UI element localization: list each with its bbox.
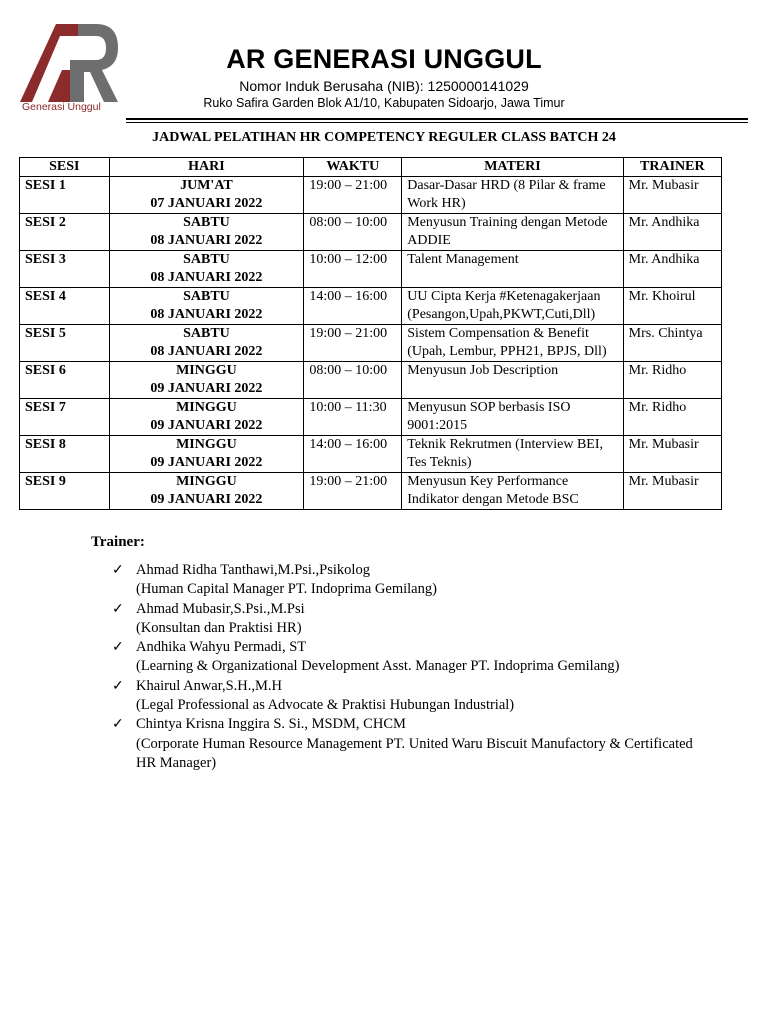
table-row	[20, 473, 722, 510]
cell-trainer: Mr. Mubasir	[623, 177, 721, 214]
cell-day: JUM'AT	[180, 178, 233, 193]
trainer-item	[112, 677, 712, 716]
trainer-description: (Corporate Human Resource Management PT. United Waru Biscuit Manufactory & Certificated HR Manager)	[136, 735, 693, 771]
trainer-name: Ahmad Ridha Tanthawi,M.Psi.,Psikolog	[136, 562, 370, 578]
cell-day: SABTU	[183, 252, 230, 267]
cell-trainer: Mr. Ridho	[623, 399, 721, 436]
table-row	[20, 251, 722, 288]
trainer-description: (Human Capital Manager PT. Indoprima Gemilang)	[136, 581, 437, 598]
cell-waktu: 19:00 – 21:00	[304, 177, 402, 214]
trainer-description: (Legal Professional as Advocate & Praktisi Hubungan Industrial)	[136, 697, 515, 714]
table-row	[20, 436, 722, 473]
table-row	[20, 214, 722, 251]
cell-hari	[109, 177, 304, 214]
cell-hari	[109, 362, 304, 399]
cell-hari	[109, 399, 304, 436]
trainer-name: Khairul Anwar,S.H.,M.H	[136, 677, 283, 694]
cell-hari	[109, 214, 304, 251]
header-divider-thin	[126, 122, 748, 123]
table-header-row	[20, 158, 722, 177]
cell-waktu: 08:00 – 10:00	[304, 362, 402, 399]
cell-materi: Menyusun SOP berbasis ISO 9001:2015	[402, 399, 623, 436]
cell-waktu: 14:00 – 16:00	[304, 288, 402, 325]
header-materi: MATERI	[402, 158, 623, 177]
cell-materi: Talent Management	[402, 251, 623, 288]
cell-waktu: 10:00 – 12:00	[304, 251, 402, 288]
cell-hari	[109, 288, 304, 325]
cell-materi: Sistem Compensation & Benefit (Upah, Lembur, PPH21, BPJS, Dll)	[402, 325, 623, 362]
schedule-title: JADWAL PELATIHAN HR COMPETENCY REGULER CLASS BATCH 24	[152, 130, 616, 145]
cell-sesi: SESI 9	[20, 473, 110, 510]
table-row	[20, 288, 722, 325]
cell-date: 07 JANUARI 2022	[150, 196, 263, 211]
cell-day: MINGGU	[176, 474, 237, 489]
cell-day: MINGGU	[176, 363, 237, 378]
cell-date: 09 JANUARI 2022	[150, 381, 263, 396]
cell-materi: Menyusun Job Description	[402, 362, 623, 399]
trainer-item	[112, 561, 712, 600]
cell-sesi: SESI 6	[20, 362, 110, 399]
cell-materi: Menyusun Key Performance Indikator dengan Metode BSC	[402, 473, 623, 510]
header-trainer: TRAINER	[623, 158, 721, 177]
trainer-name: Ahmad Mubasir,S.Psi.,M.Psi	[136, 600, 305, 617]
table-row	[20, 362, 722, 399]
trainer-heading: Trainer:	[91, 534, 145, 550]
trainer-name: Andhika Wahyu Permadi, ST	[136, 639, 307, 656]
cell-sesi: SESI 1	[20, 177, 110, 214]
schedule-table	[19, 157, 722, 510]
checkmark-icon: ✓	[112, 717, 124, 733]
cell-trainer: Mr. Andhika	[623, 214, 721, 251]
cell-hari	[109, 436, 304, 473]
cell-materi: Menyusun Training dengan Metode ADDIE	[402, 214, 623, 251]
trainer-item	[112, 638, 712, 677]
cell-day: SABTU	[183, 289, 230, 304]
trainer-item	[112, 715, 712, 773]
cell-trainer: Mr. Ridho	[623, 362, 721, 399]
cell-date: 09 JANUARI 2022	[150, 455, 263, 470]
cell-trainer: Mr. Mubasir	[623, 436, 721, 473]
cell-materi: Dasar-Dasar HRD (8 Pilar & frame Work HR)	[402, 177, 623, 214]
checkmark-icon: ✓	[112, 678, 124, 694]
cell-trainer: Mr. Khoirul	[623, 288, 721, 325]
table-row	[20, 325, 722, 362]
cell-hari	[109, 473, 304, 510]
cell-day: MINGGU	[176, 400, 237, 415]
company-address: Ruko Safira Garden Blok A1/10, Kabupaten Sidoarjo, Jawa Timur	[203, 96, 565, 110]
cell-date: 09 JANUARI 2022	[150, 492, 263, 507]
trainer-list	[112, 561, 712, 773]
cell-date: 09 JANUARI 2022	[150, 418, 263, 433]
checkmark-icon: ✓	[112, 640, 124, 656]
cell-day: MINGGU	[176, 437, 237, 452]
trainer-description: (Learning & Organizational Development Asst. Manager PT. Indoprima Gemilang)	[136, 658, 620, 675]
table-row	[20, 399, 722, 436]
checkmark-icon: ✓	[112, 601, 124, 617]
cell-sesi: SESI 5	[20, 325, 110, 362]
trainer-item	[112, 600, 712, 639]
header-hari: HARI	[109, 158, 304, 177]
cell-hari	[109, 251, 304, 288]
cell-date: 08 JANUARI 2022	[150, 233, 263, 248]
cell-hari	[109, 325, 304, 362]
header-waktu: WAKTU	[304, 158, 402, 177]
cell-sesi: SESI 7	[20, 399, 110, 436]
cell-date: 08 JANUARI 2022	[150, 270, 263, 285]
cell-waktu: 19:00 – 21:00	[304, 325, 402, 362]
cell-sesi: SESI 2	[20, 214, 110, 251]
business-id-number: Nomor Induk Berusaha (NIB): 1250000141029	[239, 78, 529, 94]
cell-trainer: Mr. Mubasir	[623, 473, 721, 510]
cell-materi: UU Cipta Kerja #Ketenagakerjaan (Pesangon,Upah,PKWT,Cuti,Dll)	[402, 288, 623, 325]
cell-waktu: 08:00 – 10:00	[304, 214, 402, 251]
cell-day: SABTU	[183, 326, 230, 341]
logo-caption: Generasi Unggul	[22, 101, 101, 113]
header-divider-thick	[126, 118, 748, 120]
cell-sesi: SESI 8	[20, 436, 110, 473]
checkmark-icon: ✓	[112, 563, 124, 578]
cell-trainer: Mrs. Chintya	[623, 325, 721, 362]
trainer-description: (Konsultan dan Praktisi HR)	[136, 619, 302, 636]
cell-waktu: 14:00 – 16:00	[304, 436, 402, 473]
header-sesi: SESI	[20, 158, 110, 177]
cell-waktu: 19:00 – 21:00	[304, 473, 402, 510]
cell-day: SABTU	[183, 215, 230, 230]
cell-trainer: Mr. Andhika	[623, 251, 721, 288]
cell-waktu: 10:00 – 11:30	[304, 399, 402, 436]
cell-sesi: SESI 4	[20, 288, 110, 325]
trainer-name: Chintya Krisna Inggira S. Si., MSDM, CHCM	[136, 716, 406, 733]
cell-materi: Teknik Rekrutmen (Interview BEI, Tes Teknis)	[402, 436, 623, 473]
company-name: AR GENERASI UNGGUL	[226, 44, 542, 74]
cell-date: 08 JANUARI 2022	[150, 344, 263, 359]
table-row	[20, 177, 722, 214]
cell-date: 08 JANUARI 2022	[150, 307, 263, 322]
cell-sesi: SESI 3	[20, 251, 110, 288]
